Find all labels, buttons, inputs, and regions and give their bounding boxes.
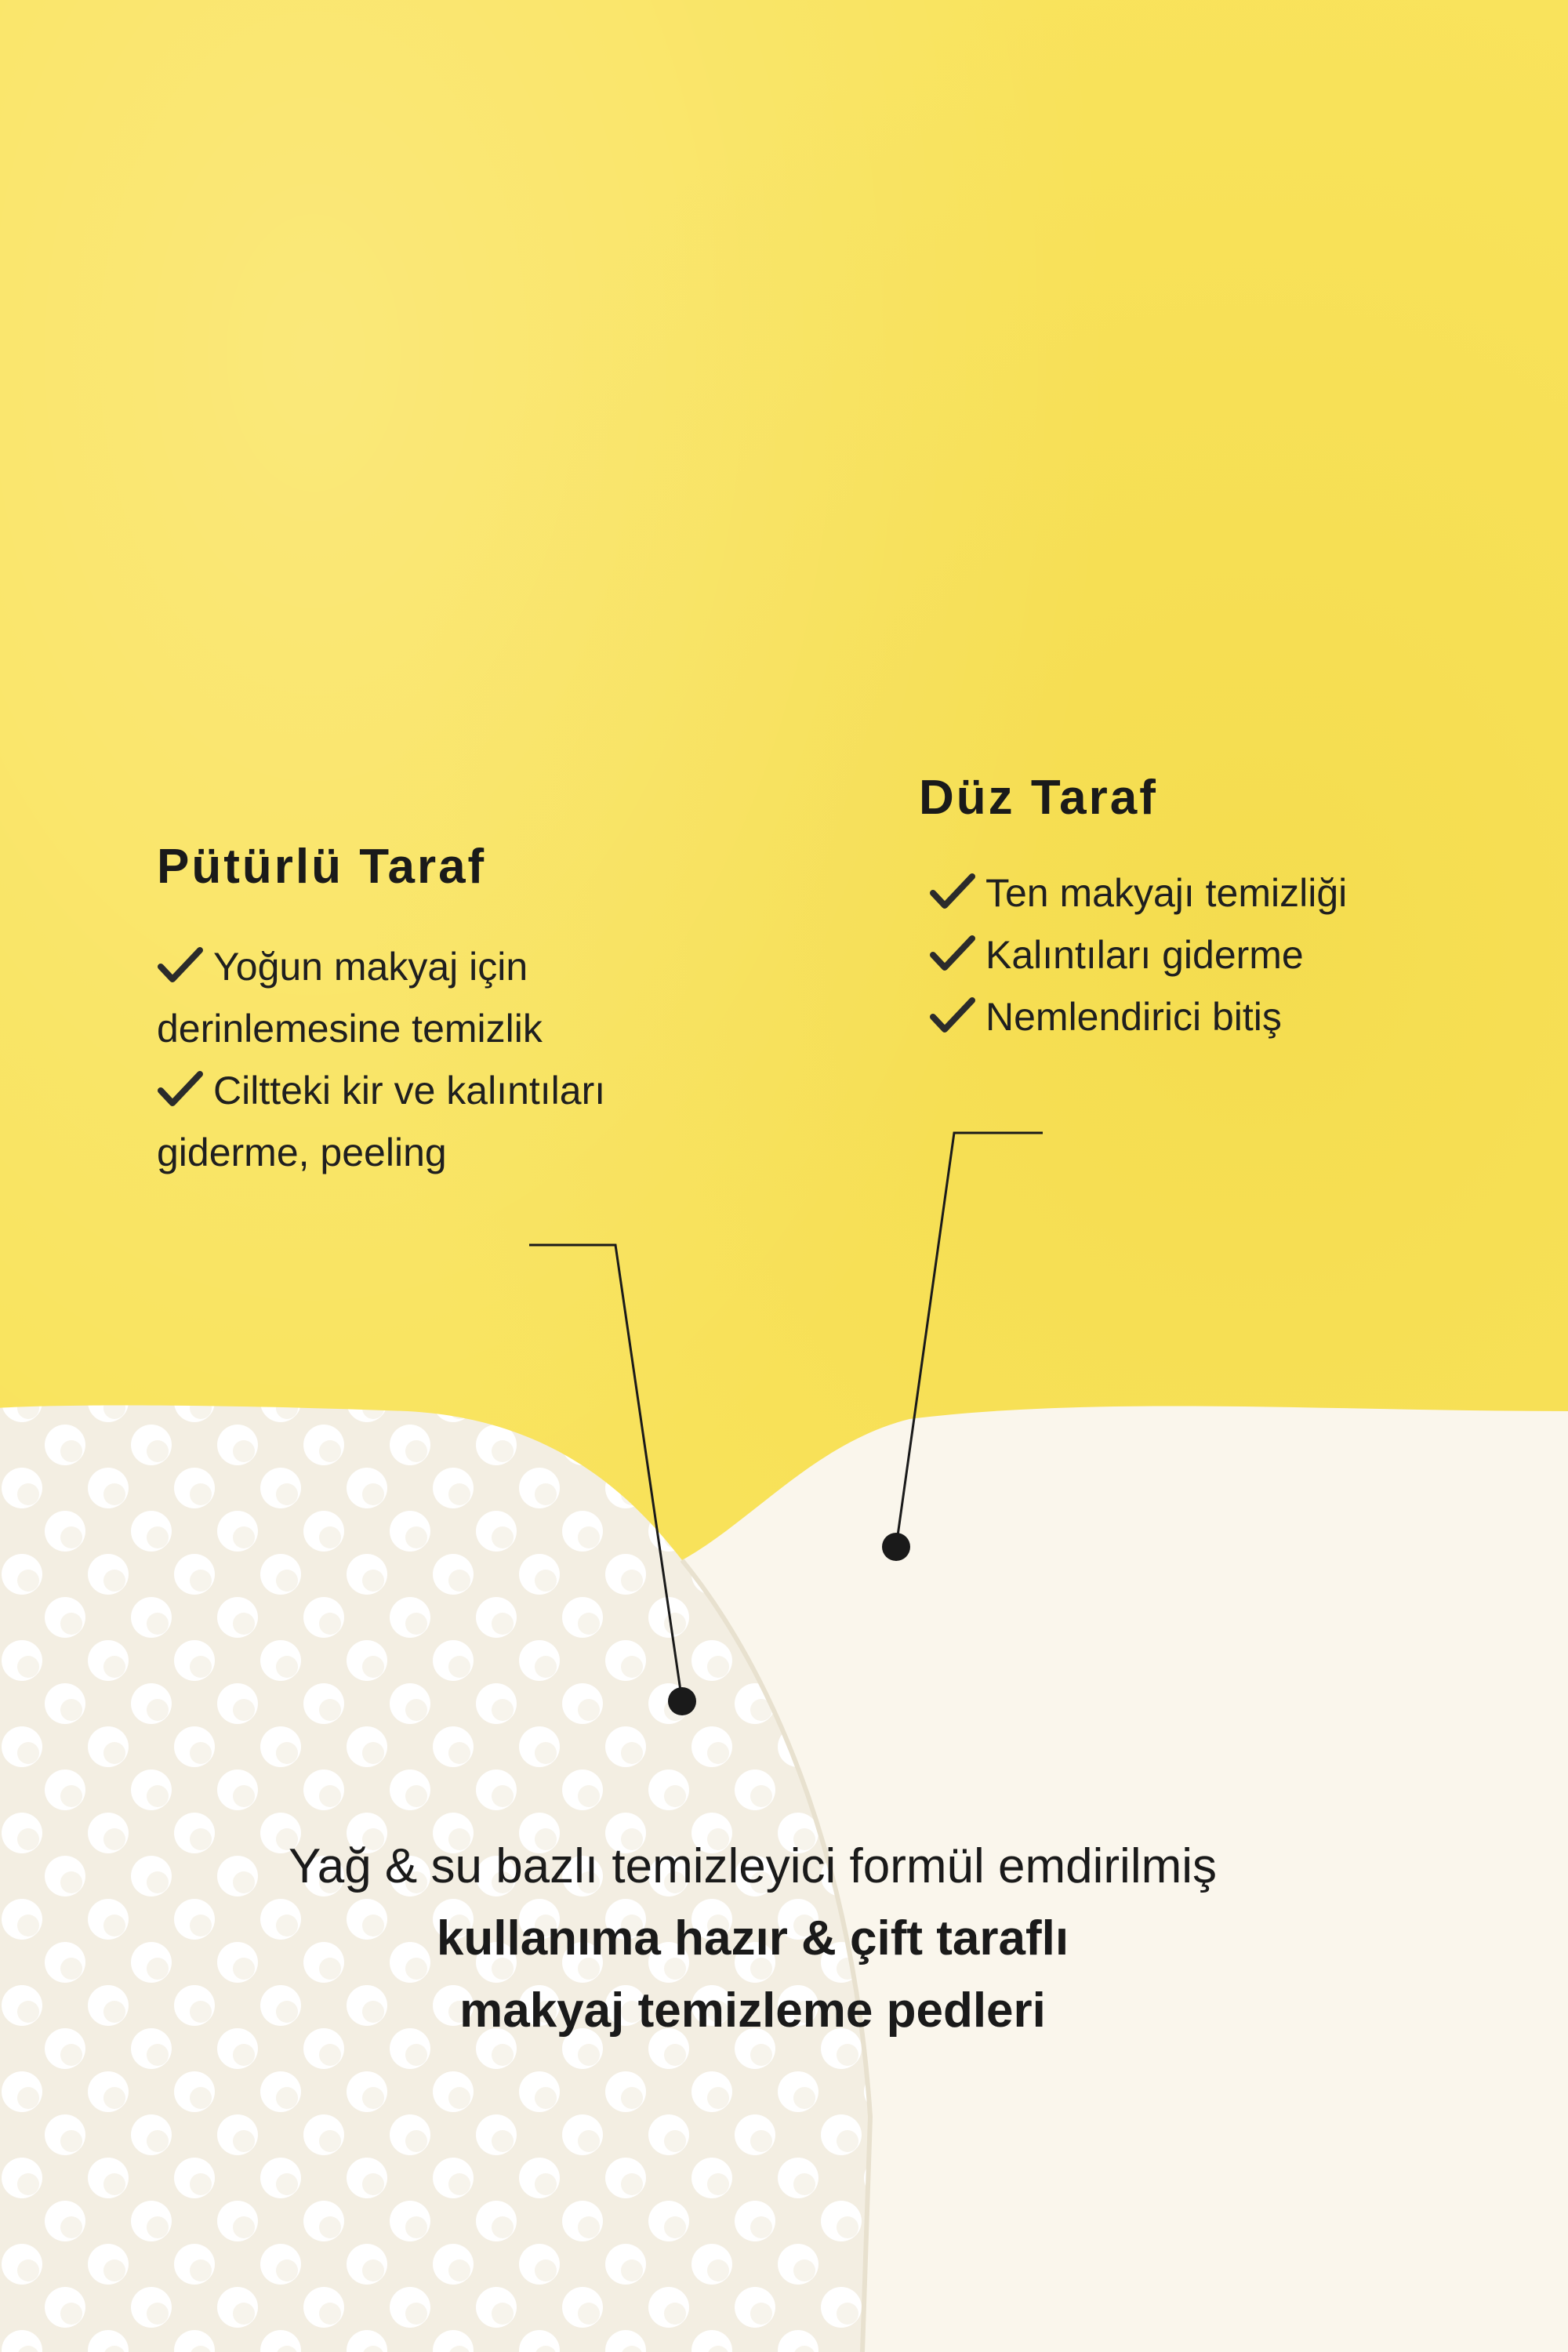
list-item [157, 1060, 706, 1184]
left-pointer-dot [668, 1687, 696, 1715]
textured-side-heading: Pütürlü Taraf [157, 840, 487, 894]
textured-side-benefits [157, 936, 706, 1184]
tagline-line-2: kullanıma hazır & çift taraflı [436, 1911, 1069, 1965]
smooth-side-heading: Düz Taraf [919, 771, 1158, 825]
list-item [929, 986, 1556, 1048]
tagline-line-3: makyaj temizleme pedleri [459, 1984, 1046, 2038]
checkmark-icon [929, 996, 978, 1035]
checkmark-icon [157, 1069, 205, 1109]
benefit-text: Kalıntıları giderme [985, 933, 1304, 977]
list-item [929, 862, 1556, 924]
list-item [929, 924, 1556, 986]
benefit-text: Ciltteki kir ve kalıntıları giderme, peeling [157, 1069, 606, 1174]
list-item [157, 936, 706, 1060]
checkmark-icon [929, 872, 978, 911]
right-pointer-dot [882, 1533, 910, 1561]
benefit-text: Nemlendirici bitiş [985, 995, 1282, 1039]
checkmark-icon [157, 946, 205, 985]
checkmark-icon [929, 934, 978, 973]
tagline-line-1: Yağ & su bazlı temizleyici formül emdirilmiş [288, 1839, 1218, 1893]
benefit-text: Ten makyajı temizliği [985, 871, 1348, 915]
smooth-side-benefits [929, 862, 1556, 1048]
benefit-text: Yoğun makyaj için derinlemesine temizlik [157, 945, 543, 1051]
product-tagline [0, 1831, 1505, 2047]
